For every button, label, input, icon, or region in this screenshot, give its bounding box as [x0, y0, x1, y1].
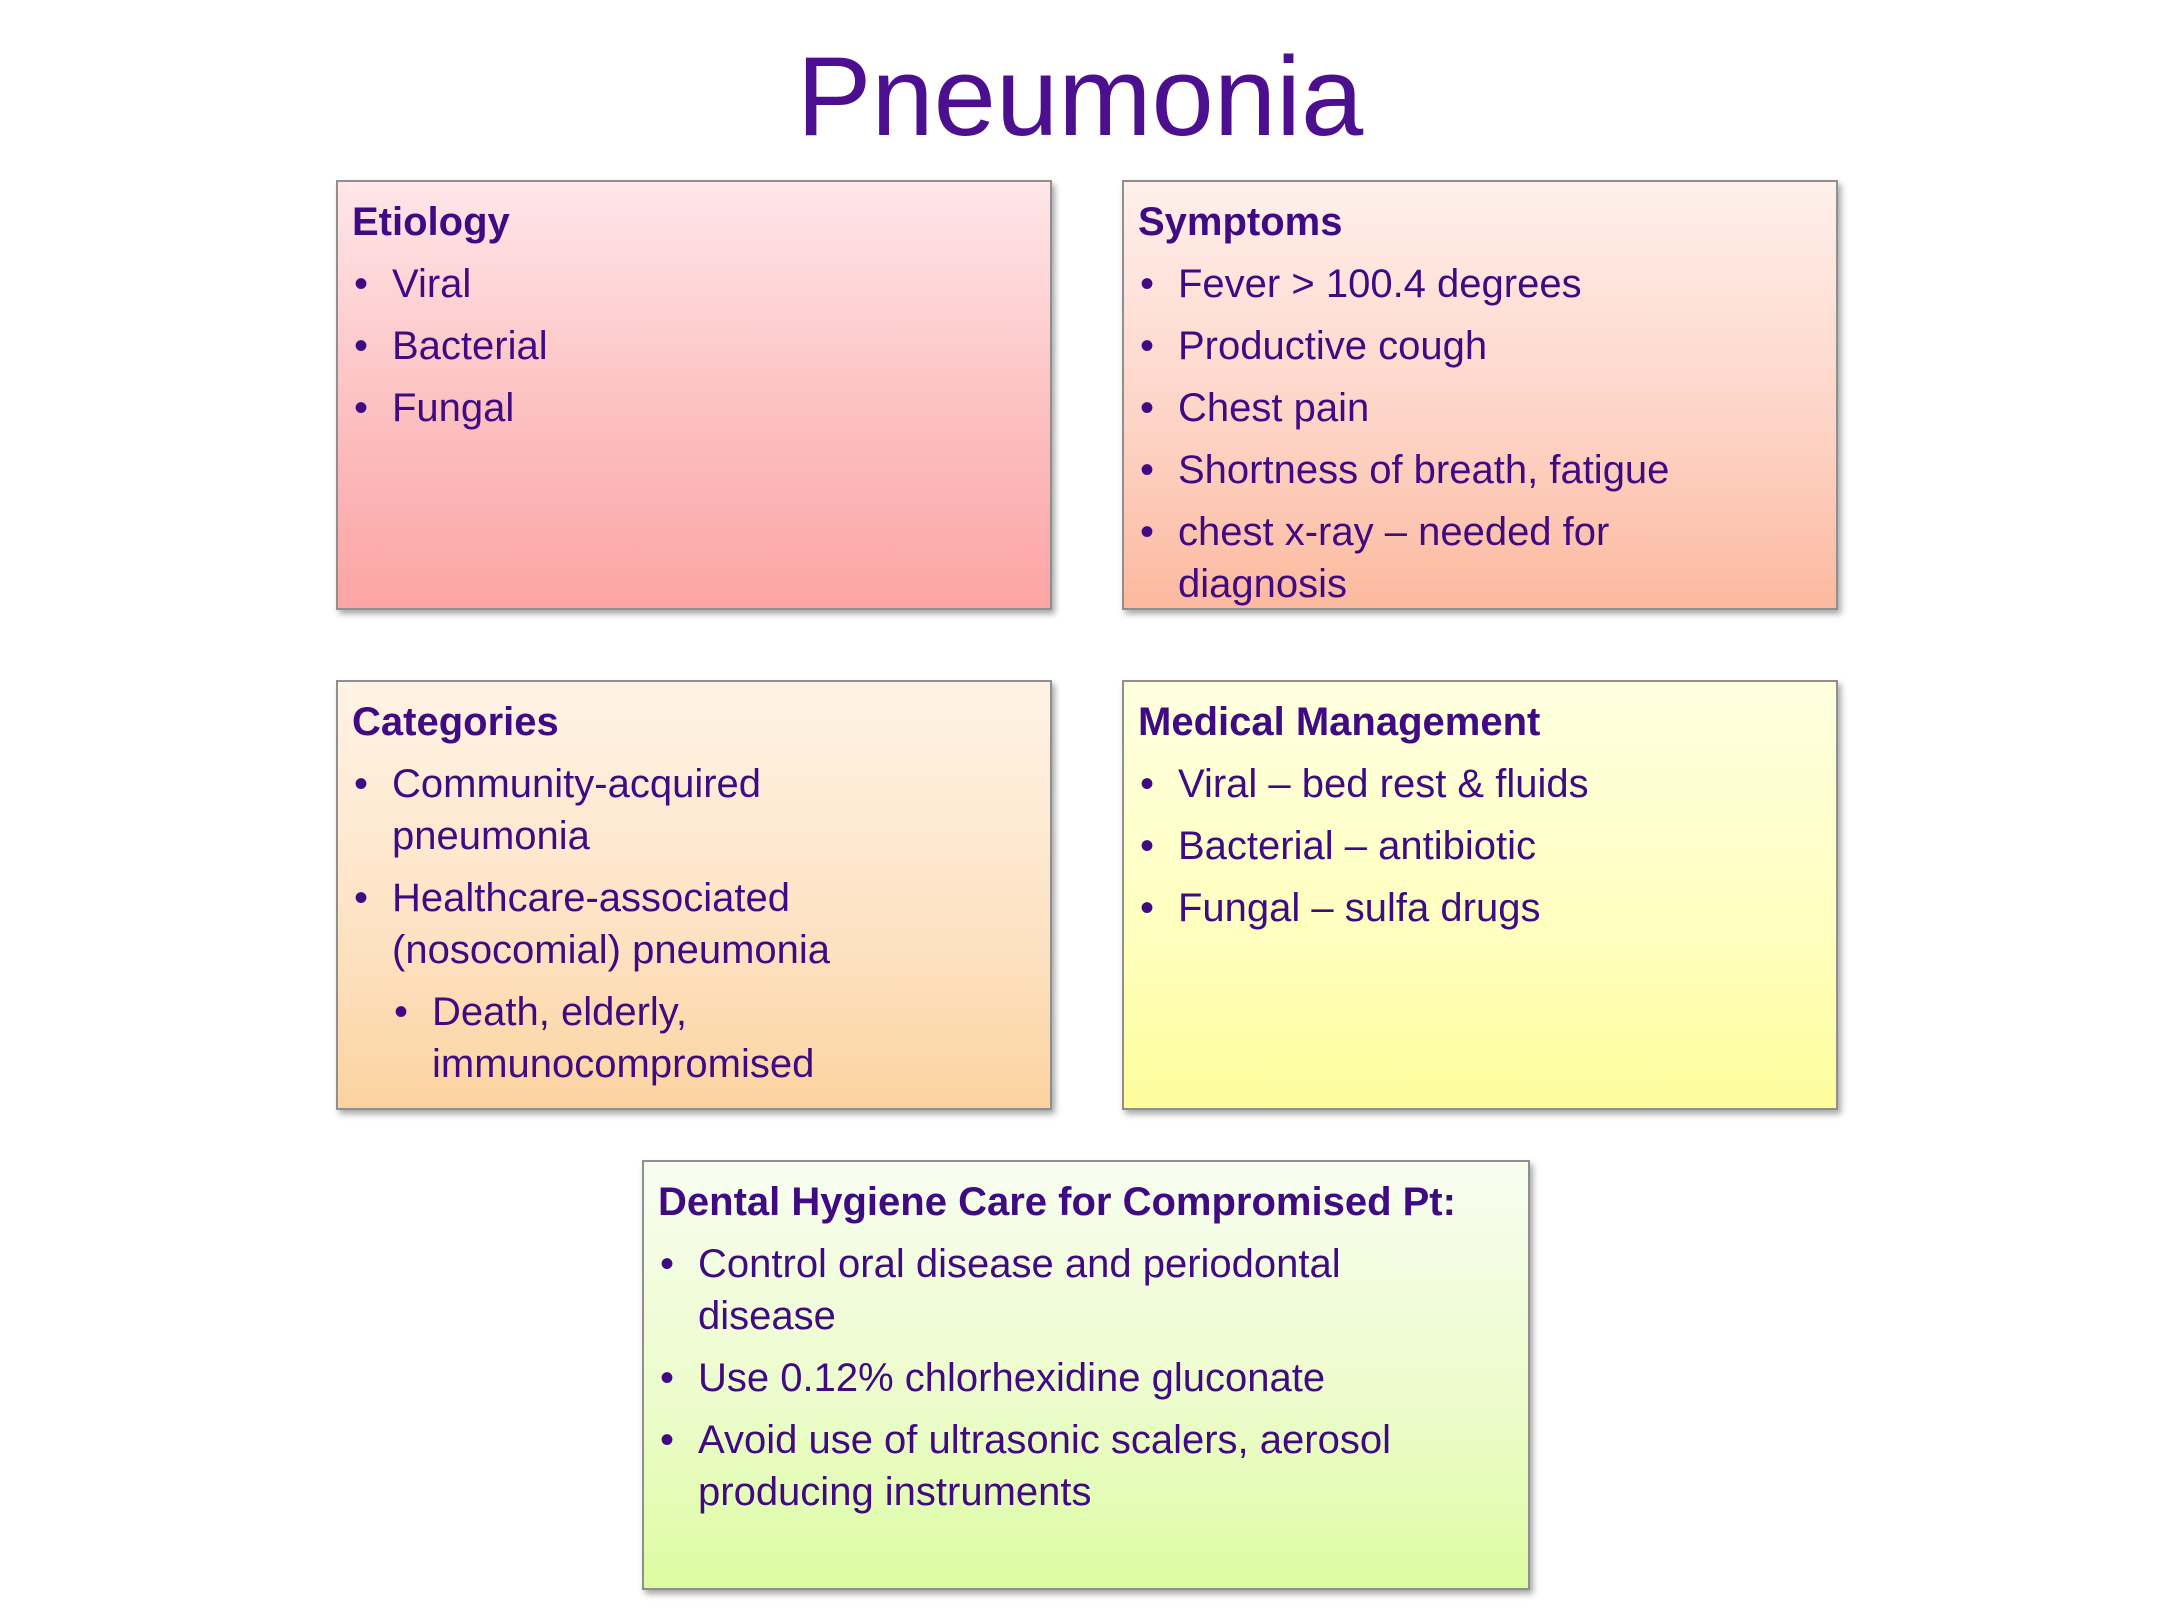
management-heading: Medical Management [1138, 700, 1541, 744]
symptoms-box [1122, 180, 1838, 610]
etiology-box [336, 180, 1052, 610]
list-item: • chest x-ray – needed for diagnosis [1138, 506, 1648, 610]
list-item: • Viral [352, 258, 1036, 310]
dental-heading: Dental Hygiene Care for Compromised Pt: [658, 1180, 1456, 1224]
etiology-heading: Etiology [352, 200, 510, 244]
list-item: • Bacterial – antibiotic [1138, 820, 1822, 872]
categories-heading: Categories [352, 700, 559, 744]
dental-list [658, 1238, 1514, 1518]
list-item: • Fungal [352, 382, 1036, 434]
list-item: • Shortness of breath, fatigue [1138, 444, 1822, 496]
symptoms-list [1138, 258, 1822, 610]
list-item: • Fever > 100.4 degrees [1138, 258, 1822, 310]
sub-list-item: • Death, elderly, immunocompromised [392, 986, 892, 1090]
list-item: • Use 0.12% chlorhexidine gluconate [658, 1352, 1514, 1404]
management-list [1138, 758, 1822, 934]
list-item: • Productive cough [1138, 320, 1822, 372]
list-item: • Healthcare-associated (nosocomial) pneumonia [352, 872, 952, 976]
dental-hygiene-box [642, 1160, 1530, 1590]
list-item: • Fungal – sulfa drugs [1138, 882, 1822, 934]
medical-management-box [1122, 680, 1838, 1110]
list-item: • Chest pain [1138, 382, 1822, 434]
list-item: • Bacterial [352, 320, 1036, 372]
symptoms-heading: Symptoms [1138, 200, 1343, 244]
list-item: • Control oral disease and periodontal disease [658, 1238, 1458, 1342]
list-item: • Community-acquired pneumonia [352, 758, 832, 862]
list-item: • Viral – bed rest & fluids [1138, 758, 1822, 810]
categories-box [336, 680, 1052, 1110]
list-item: • Avoid use of ultrasonic scalers, aerosol producing instruments [658, 1414, 1498, 1518]
categories-list [352, 758, 1036, 1090]
slide-title: Pneumonia [796, 34, 1364, 159]
etiology-list [352, 258, 1036, 434]
